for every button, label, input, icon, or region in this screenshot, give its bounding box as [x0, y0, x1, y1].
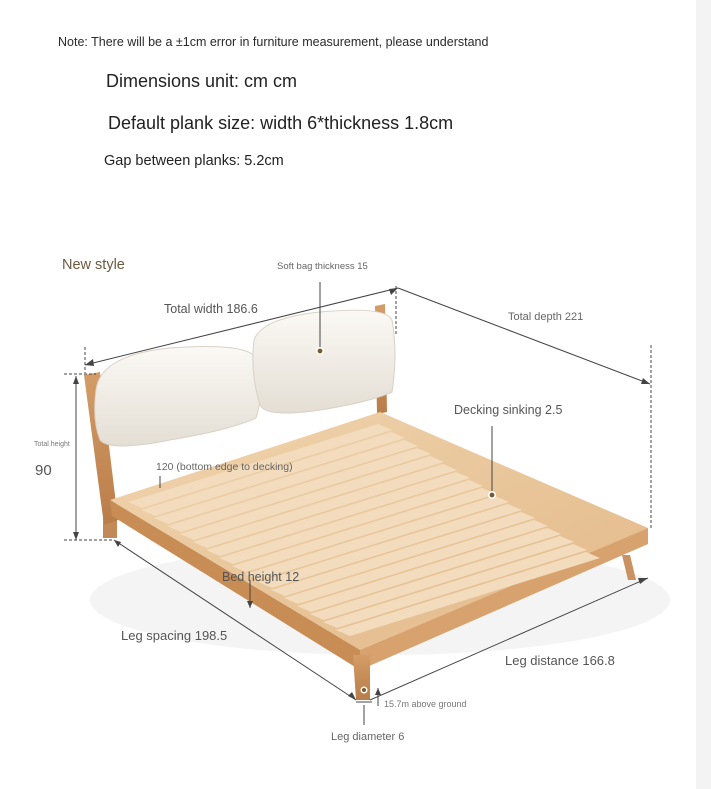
dimensions-unit: Dimensions unit: cm cm	[106, 71, 298, 91]
style-label: New style	[62, 257, 125, 273]
leg-spacing-label: Leg spacing 198.5	[121, 628, 228, 643]
plank-gap: Gap between planks: 5.2cm	[104, 153, 284, 169]
right-cushion	[253, 310, 395, 413]
bed-height-label: Bed height 12	[222, 570, 300, 584]
measurement-note: Note: There will be a ±1cm error in furniture measurement, please understand	[58, 35, 489, 49]
decking-sinking-label: Decking sinking 2.5	[454, 403, 563, 417]
soft-bag-thickness-label: Soft bag thickness 15	[277, 261, 368, 272]
total-depth-label: Total depth 221	[508, 311, 584, 323]
above-ground-label: 15.7m above ground	[384, 699, 467, 709]
total-height-value: 90	[35, 462, 52, 479]
bottom-edge-label: 120 (bottom edge to decking)	[156, 461, 293, 473]
left-cushion	[95, 347, 261, 447]
total-height-label: Total height	[34, 441, 70, 448]
front-left-leg	[353, 655, 370, 700]
total-width-label: Total width 186.6	[164, 302, 258, 316]
leg-distance-label: Leg distance 166.8	[505, 653, 615, 668]
default-plank-size: Default plank size: width 6*thickness 1.8cm	[108, 113, 454, 133]
leg-diameter-label: Leg diameter 6	[331, 731, 405, 743]
